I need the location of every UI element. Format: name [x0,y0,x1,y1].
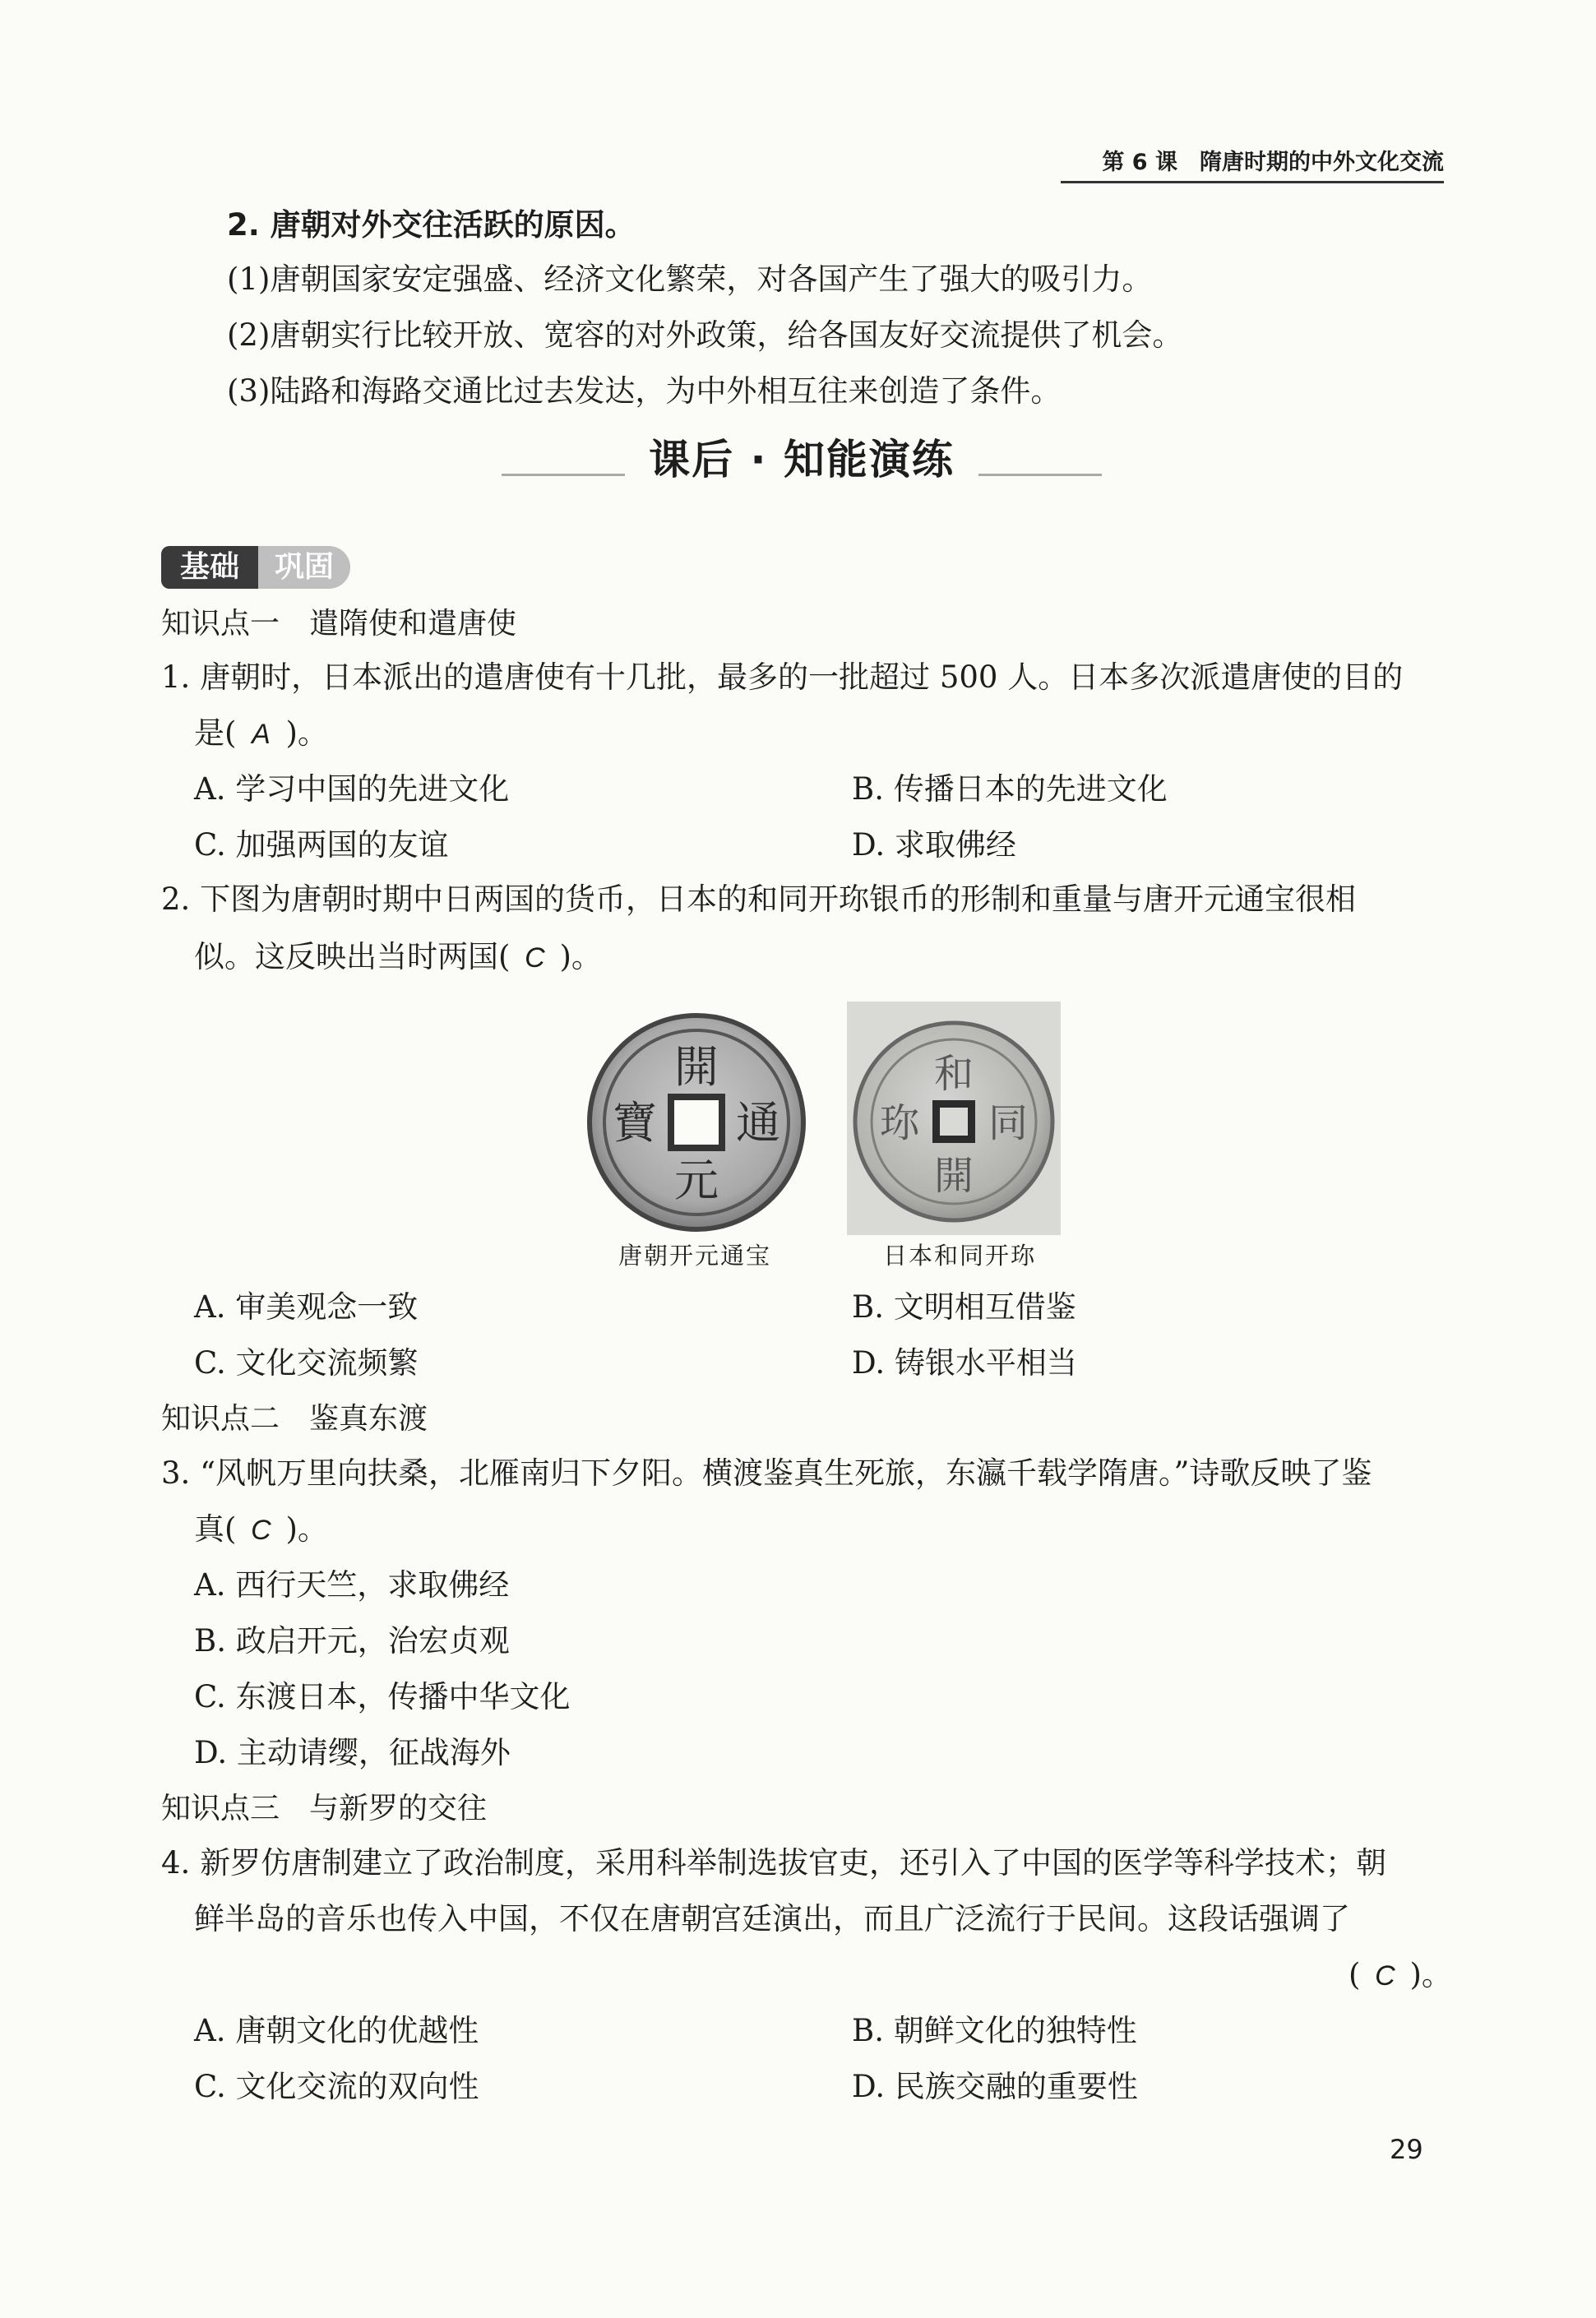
knowledge-point-3: 知识点三 与新罗的交往 [161,1792,488,1825]
q4-option-d: D. 民族交融的重要性 [852,2069,1138,2104]
reason-item-1: (1)唐朝国家安定强盛、经济文化繁荣，对各国产生了强大的吸引力。 [227,261,1153,297]
q1-option-d: D. 求取佛经 [852,827,1016,863]
tag-part-1: 基础 [161,546,258,589]
wadokaichin-photo [847,1002,1061,1235]
q4-answer: C [1375,1960,1395,1992]
q4-option-c: C. 文化交流的双向性 [194,2069,479,2104]
coin2-char-bottom: 開 [933,1153,974,1199]
coin2-char-top: 和 [933,1051,974,1097]
q1-answer-line [194,714,328,754]
lesson-header: 第 6 课 隋唐时期的中外文化交流 [1061,145,1444,183]
coin2-char-right: 同 [988,1100,1029,1146]
q1-prefix: 是( [194,715,237,751]
q2-option-d: D. 铸银水平相当 [852,1345,1077,1381]
coin2-char-left: 珎 [879,1100,920,1146]
section-title [502,428,1102,492]
q3-option-d: D. 主动请缨，征战海外 [194,1735,511,1770]
q2-stem: 2. 下图为唐朝时期中日两国的货币，日本的和同开珎银币的形制和重量与唐开元通宝很相 [161,881,1357,917]
q3-option-a: A. 西行天竺，求取佛经 [194,1567,510,1603]
coin1-char-left: 寶 [613,1097,657,1149]
q4-suffix: )。 [1409,1957,1452,1992]
q3-suffix: )。 [285,1511,328,1547]
title-rule-left [502,474,625,476]
page-number: 29 [1390,2134,1423,2165]
q2-answer-line [194,937,602,978]
q3-stem: 3. “风帆万里向扶桑，北雁南归下夕阳。横渡鉴真生死旅，东瀛千载学隋唐。”诗歌反映了鉴 [161,1455,1372,1491]
coin1-char-bottom: 元 [674,1154,719,1206]
tag-part-2: 巩固 [258,546,350,589]
q2-option-a: A. 审美观念一致 [194,1289,419,1325]
reason-item-3: (3)陆路和海路交通比过去发达，为中外相互往来创造了条件。 [227,373,1062,409]
q1-option-c: C. 加强两国的友谊 [194,827,449,863]
q4-stem-line-2: 鲜半岛的音乐也传入中国，不仅在唐朝宫廷演出，而且广泛流行于民间。这段话强调了 [194,1901,1350,1936]
q3-answer-line [194,1510,328,1550]
q3-answer: C [251,1515,271,1546]
q4-stem-line-1: 4. 新罗仿唐制建立了政治制度，采用科举制选拔官吏，还引入了中国的医学等科学技术；朝 [161,1845,1387,1881]
q1-stem: 1. 唐朝时，日本派出的遣唐使有十几批，最多的一批超过 500 人。日本多次派遣唐使的目的 [161,659,1404,695]
q1-option-b: B. 传播日本的先进文化 [852,771,1168,807]
reasons-title: 2. 唐朝对外交往活跃的原因。 [227,207,636,243]
q3-option-c: C. 东渡日本，传播中华文化 [194,1679,571,1714]
reason-item-2: (2)唐朝实行比较开放、宽容的对外政策，给各国友好交流提供了机会。 [227,317,1183,353]
q4-option-b: B. 朝鲜文化的独特性 [852,2013,1137,2048]
q2-suffix: )。 [559,939,602,974]
q4-option-a: A. 唐朝文化的优越性 [194,2013,479,2048]
q1-suffix: )。 [285,715,328,751]
coin1-char-right: 通 [736,1097,780,1149]
knowledge-point-1: 知识点一 遣隋使和遣唐使 [161,607,517,641]
coin2-caption: 日本和同开珎 [883,1242,1037,1270]
q2-option-c: C. 文化交流频繁 [194,1345,419,1381]
q2-answer: C [525,942,545,974]
coin1-char-top: 開 [674,1041,719,1093]
q1-option-a: A. 学习中国的先进文化 [194,771,510,807]
knowledge-point-2: 知识点二 鉴真东渡 [161,1402,428,1436]
q2-prefix: 似。这反映出当时两国( [194,939,511,974]
q4-answer-line [1349,1955,1452,1996]
q3-option-b: B. 政启开元，治宏贞观 [194,1623,510,1659]
section-title-text: 课后 · 知能演练 [649,436,955,483]
wadokaichin-coin-image [847,1002,1061,1235]
q3-prefix: 真( [194,1511,237,1547]
q1-answer: A [252,719,271,750]
title-rule-right [978,474,1102,476]
q4-prefix: ( [1349,1957,1361,1992]
coin1-caption: 唐朝开元通宝 [618,1242,772,1270]
q2-option-b: B. 文明相互借鉴 [852,1289,1076,1325]
kaiyuan-coin-image [585,1011,807,1233]
